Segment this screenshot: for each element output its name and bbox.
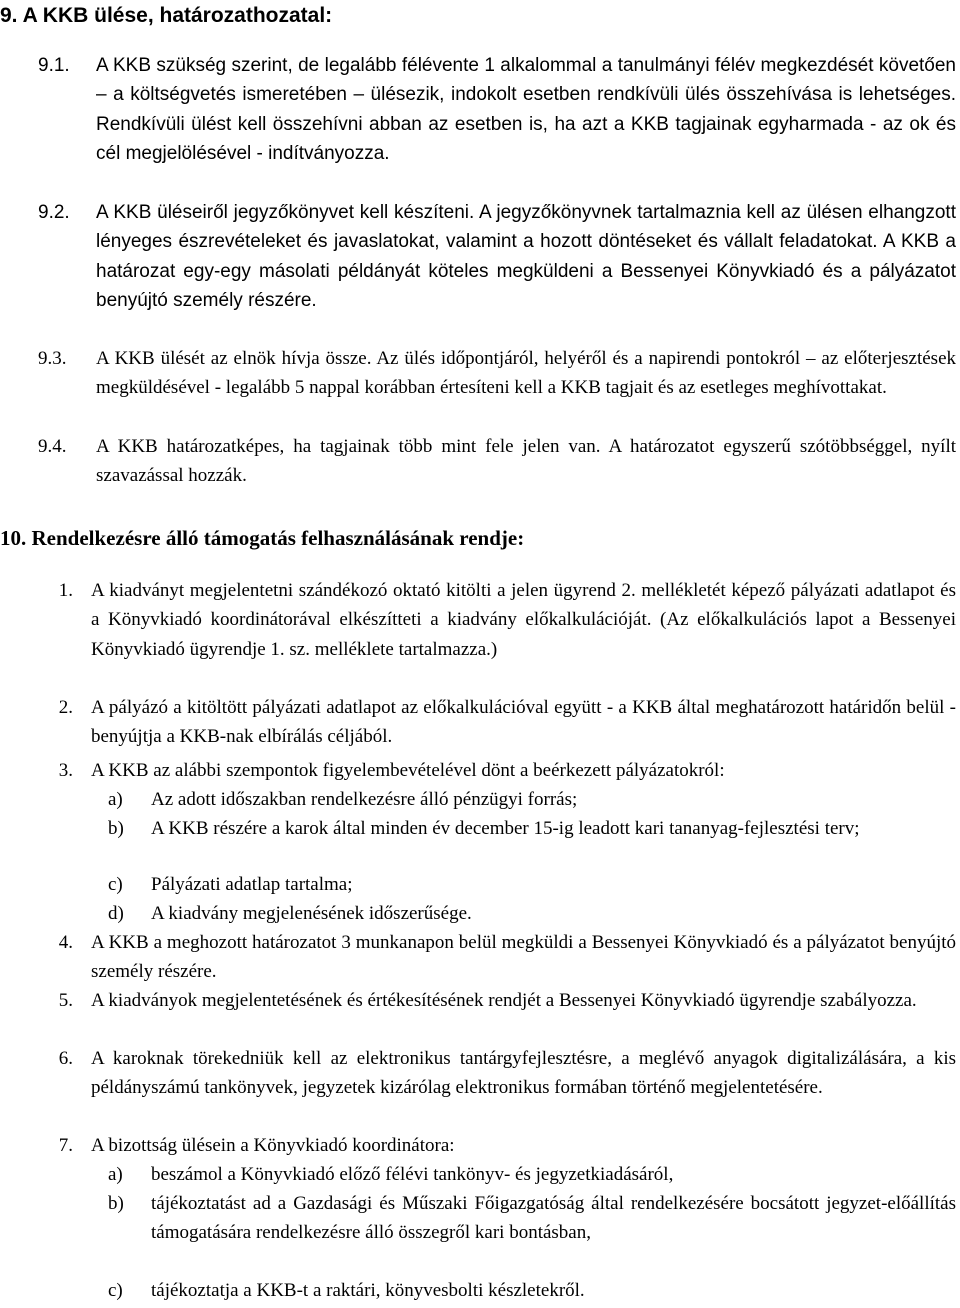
sub-item-letter: a) xyxy=(108,789,123,810)
list-item-6 xyxy=(53,1044,956,1103)
list-item-2 xyxy=(53,693,956,752)
sub-item-text: A kiadvány megjelenésének időszerűsége. xyxy=(151,903,472,924)
clause-text: A KKB ülését az elnök hívja össze. Az ülés időpontjáról, helyéről és a napirendi pontokról – az előterjesztések megküldésével - legalább 5 nappal korábban értesíteni kell a KKB tagjait és az esetleges meghívottakat. xyxy=(96,348,957,399)
clause-lead: A KKB üléseiről jegyzőkönyvet kell készíteni. xyxy=(96,202,479,223)
item-number: 5. xyxy=(58,990,73,1011)
clause-9-1 xyxy=(38,51,956,169)
list-item-1 xyxy=(53,576,956,664)
section-10-heading: 10. Rendelkezésre álló támogatás felhasználásának rendje: xyxy=(0,526,525,550)
clause-text: A KKB üléseiről jegyzőkönyvet kell készíteni. A jegyzőkönyvnek tartalmaznia kell az ülésen elhangzott lényeges észrevételeket és javaslatokat, valamint a hozott döntéseket és vállalt feladatokat. A KKB a határozat egy-egy másolati példányát köteles megküldeni a Bessenyei Könyvkiadó és a pályázatot benyújtó személy részére. xyxy=(96,202,956,312)
sub-item-3b xyxy=(108,814,956,843)
clause-number: 9.3. xyxy=(38,348,67,369)
clause-9-4 xyxy=(38,432,956,491)
item-text: A karoknak törekedniük kell az elektronikus tantárgyfejlesztésre, a meglévő anyagok digitalizálására, a kis példányszámú tankönyvek, jegyzetek kizárólag elektronikus formában történő megjelentetésére. xyxy=(91,1048,956,1099)
list-item-3 xyxy=(53,756,956,785)
sub-item-text: Pályázati adatlap tartalma; xyxy=(151,874,353,895)
item-number: 1. xyxy=(58,580,73,601)
sub-item-text: tájékoztatást ad a Gazdasági és Műszaki Főigazgatóság által rendelkezésére bocsátott jegyzet-előállítás támogatására rendelkezésre álló összegről kari bontásban, xyxy=(151,1193,956,1244)
clause-number: 9.4. xyxy=(38,436,67,457)
sub-item-letter: b) xyxy=(108,818,124,839)
sub-item-7c xyxy=(108,1276,956,1305)
sub-item-letter: d) xyxy=(108,903,124,924)
list-item-4 xyxy=(53,928,956,987)
item-number: 2. xyxy=(58,697,73,718)
clause-text: A KKB szükség szerint, de legalább félévente 1 alkalommal a tanulmányi félév megkezdését követően – a költségvetés ismeretében – ülésezik, indokolt esetben rendkívüli ülés összehívása is lehetséges. Rendkívüli ülést kell összehívni abban az esetben is, ha azt a KKB tagjainak egyharmada - az ok és cél megjelölésével - indítványozza. xyxy=(96,55,956,165)
sub-item-7a xyxy=(108,1160,956,1189)
item-number: 3. xyxy=(58,760,73,781)
sub-item-7b xyxy=(108,1189,956,1248)
clause-lead: A KKB ülését az elnök hívja össze. xyxy=(96,348,377,369)
list-item-7 xyxy=(53,1131,956,1160)
sub-item-text: beszámol a Könyvkiadó előző félévi tankönyv- és jegyzetkiadásáról, xyxy=(151,1164,674,1185)
item-number: 7. xyxy=(58,1135,73,1156)
clause-text: A KKB határozatképes, ha tagjainak több mint fele jelen van. A határozatot egyszerű szótöbbséggel, nyílt szavazással hozzák. xyxy=(96,436,956,487)
item-text: A kiadványt megjelentetni szándékozó oktató kitölti a jelen ügyrend 2. mellékletét képező pályázati adatlapot és a Könyvkiadó koordinátorával elkészítteti a kiadvány előkalkulációját. (Az előkalkulációs lapot a Bessenyei Könyvkiadó ügyrendje 1. sz. melléklete tartalmazza.) xyxy=(91,580,956,660)
sub-item-text: Az adott időszakban rendelkezésre álló pénzügyi forrás; xyxy=(151,789,578,810)
item-text: A KKB a meghozott határozatot 3 munkanapon belül megküldi a Bessenyei Könyvkiadó és a pályázatot benyújtó személy részére. xyxy=(91,932,956,983)
sub-item-letter: b) xyxy=(108,1193,124,1214)
clause-number: 9.1. xyxy=(38,55,70,76)
list-item-5 xyxy=(53,986,956,1015)
section-9-heading: 9. A KKB ülése, határozathozatal: xyxy=(0,4,333,27)
item-number: 6. xyxy=(58,1048,73,1069)
sub-item-letter: a) xyxy=(108,1164,123,1185)
item-text: A kiadványok megjelentetésének és értékesítésének rendjét a Bessenyei Könyvkiadó ügyrendje szabályozza. xyxy=(91,990,917,1011)
sub-item-3a xyxy=(108,785,956,814)
item-text: A bizottság ülésein a Könyvkiadó koordinátora: xyxy=(91,1135,455,1156)
sub-item-letter: c) xyxy=(108,874,123,895)
clause-9-3 xyxy=(38,344,956,403)
sub-item-text: tájékoztatja a KKB-t a raktári, könyvesbolti készletekről. xyxy=(151,1280,585,1301)
item-text: A KKB az alábbi szempontok figyelembevételével dönt a beérkezett pályázatokról: xyxy=(91,760,725,781)
sub-item-letter: c) xyxy=(108,1280,123,1301)
item-text: A pályázó a kitöltött pályázati adatlapot az előkalkulációval együtt - a KKB által meghatározott határidőn belül - benyújtja a KKB-nak elbírálás céljából. xyxy=(91,697,956,748)
sub-item-3d xyxy=(108,899,956,928)
clause-9-2 xyxy=(38,198,956,316)
clause-lead: A KKB határozatképes, ha tagjainak több mint fele jelen van. xyxy=(96,436,609,457)
sub-item-3c xyxy=(108,870,956,899)
sub-item-text: A KKB részére a karok által minden év december 15-ig leadott kari tananyag-fejlesztési terv; xyxy=(151,818,860,839)
item-number: 4. xyxy=(58,932,73,953)
clause-number: 9.2. xyxy=(38,202,70,223)
